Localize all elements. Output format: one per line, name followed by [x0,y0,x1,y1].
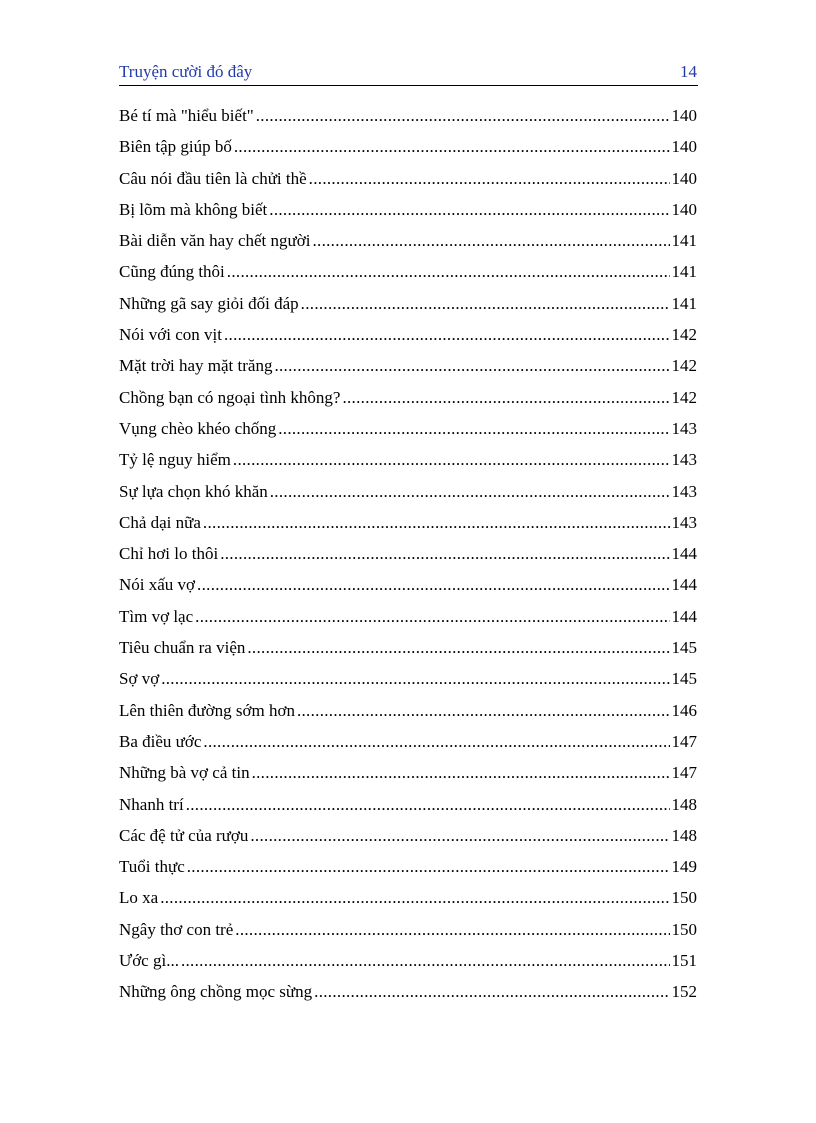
toc-entry-page: 143 [671,481,697,501]
toc-entry[interactable] [119,789,697,820]
toc-entry-page: 144 [671,575,697,595]
toc-entry[interactable] [119,601,697,632]
toc-entry-page: 149 [671,857,697,877]
toc-entry-title: Cũng đúng thôi [119,262,225,282]
toc-entry-title: Những gã say giỏi đối đáp [119,293,299,313]
toc-dot-leader [342,382,669,413]
toc-dot-leader [195,601,669,632]
toc-entry-page: 152 [671,982,697,1002]
toc-dot-leader [224,319,670,350]
toc-entry-title: Nhanh trí [119,794,184,814]
toc-dot-leader [187,851,670,882]
running-title: Truyện cười đó đây [119,62,253,81]
toc-entry-page: 148 [671,794,697,814]
toc-dot-leader [252,757,670,788]
toc-dot-leader [297,695,670,726]
page-header [119,60,698,86]
toc-entry[interactable] [119,851,697,882]
toc-dot-leader [181,945,670,976]
toc-entry-page: 140 [671,137,697,157]
toc-entry[interactable] [119,882,697,913]
toc-dot-leader [220,538,669,569]
toc-entry[interactable] [119,350,697,381]
toc-entry[interactable] [119,194,697,225]
toc-entry[interactable] [119,382,697,413]
toc-entry-page: 151 [671,951,697,971]
toc-entry-page: 140 [671,106,697,125]
toc-entry-page: 140 [671,199,697,219]
toc-entry-title: Tiêu chuẩn ra viện [119,638,246,658]
toc-entry-title: Chả dại nữa [119,512,201,532]
toc-entry-title: Lên thiên đường sớm hơn [119,700,295,720]
toc-entry-page: 150 [671,919,697,939]
toc-entry-page: 143 [671,512,697,532]
toc-dot-leader [161,663,669,694]
toc-entry-page: 150 [671,888,697,908]
toc-dot-leader [227,256,670,287]
toc-entry-page: 146 [671,700,697,720]
toc-entry[interactable] [119,256,697,287]
toc-entry-page: 147 [671,731,697,751]
toc-dot-leader [250,820,669,851]
toc-entry-title: Chỉ hơi lo thôi [119,544,219,564]
toc-entry[interactable] [119,507,697,538]
toc-dot-leader [197,569,669,600]
toc-entry-title: Bé tí mà "hiểu biết" [119,106,254,125]
toc-dot-leader [312,225,669,256]
toc-entry-page: 140 [671,168,697,188]
toc-entry[interactable] [119,288,697,319]
toc-entry-page: 141 [671,293,697,313]
toc-entry[interactable] [119,945,697,976]
toc-dot-leader [186,789,670,820]
toc-entry[interactable] [119,695,697,726]
toc-entry-title: Tỷ lệ nguy hiểm [119,450,231,470]
toc-entry-title: Tìm vợ lạc [119,606,194,626]
toc-dot-leader [203,507,670,538]
toc-dot-leader [309,163,670,194]
toc-entry[interactable] [119,225,697,256]
toc-entry-title: Những bà vợ cả tin [119,763,250,783]
toc-entry-title: Sợ vợ [119,669,160,689]
toc-dot-leader [270,476,670,507]
toc-entry-title: Những ông chồng mọc sừng [119,982,313,1002]
toc-dot-leader [235,914,669,945]
toc-entry-title: Vụng chèo khéo chống [119,418,277,438]
toc-entry-page: 144 [671,544,697,564]
toc-entry[interactable] [119,476,697,507]
toc-dot-leader [234,131,670,162]
toc-entry-title: Câu nói đầu tiên là chửi thề [119,168,307,188]
toc-entry-title: Ngây thơ con trẻ [119,919,234,939]
toc-entry-title: Sự lựa chọn khó khăn [119,481,268,501]
toc-dot-leader [301,288,670,319]
toc-dot-leader [314,976,669,1007]
toc-entry-page: 145 [671,638,697,658]
toc-entry[interactable] [119,538,697,569]
toc-entry[interactable] [119,319,697,350]
toc-entry-title: Bài diễn văn hay chết người [119,231,311,251]
toc-entry-title: Ba điều ước [119,731,202,751]
toc-entry[interactable] [119,726,697,757]
toc-entry-title: Các đệ tử của rượu [119,825,249,845]
toc-entry-title: Tuổi thực [119,857,185,877]
toc-entry[interactable] [119,413,697,444]
toc-entry[interactable] [119,663,697,694]
toc-dot-leader [160,882,669,913]
toc-entry-title: Nói xấu vợ [119,575,196,595]
toc-dot-leader [256,100,670,131]
toc-dot-leader [278,413,669,444]
toc-dot-leader [233,444,670,475]
toc-entry-page: 145 [671,669,697,689]
toc-entry-title: Mặt trời hay mặt trăng [119,356,273,376]
toc-entry[interactable] [119,163,697,194]
toc-entry[interactable] [119,757,697,788]
toc-entry-page: 141 [671,262,697,282]
toc-entry[interactable] [119,100,697,131]
toc-entry-title: Chồng bạn có ngoại tình không? [119,387,341,407]
toc-entry-page: 143 [671,418,697,438]
toc-entry[interactable] [119,820,697,851]
toc-entry-page: 142 [671,387,697,407]
toc-dot-leader [269,194,669,225]
toc-entry-page: 142 [671,356,697,376]
toc-dot-leader [247,632,669,663]
toc-entry[interactable] [119,131,697,162]
toc-entry[interactable] [119,569,697,600]
toc-entry-title: Lo xa [119,888,159,908]
toc-entry-title: Bị lõm mà không biết [119,199,268,219]
toc-entry[interactable] [119,632,697,663]
toc-entry[interactable] [119,914,697,945]
toc-entry-page: 148 [671,825,697,845]
toc-entry-title: Ước gì... [119,951,179,971]
toc-entry-page: 142 [671,325,697,345]
toc-entry-page: 141 [671,231,697,251]
toc-entry[interactable] [119,976,697,1007]
toc-entry-page: 147 [671,763,697,783]
toc-entry-page: 144 [671,606,697,626]
toc-dot-leader [203,726,669,757]
toc-dot-leader [274,350,669,381]
toc-entry-title: Nói với con vịt [119,325,222,345]
toc-entry[interactable] [119,444,697,475]
page-number: 14 [680,62,697,81]
table-of-contents [119,100,697,1008]
toc-entry-title: Biên tập giúp bố [119,137,232,157]
toc-entry-page: 143 [671,450,697,470]
